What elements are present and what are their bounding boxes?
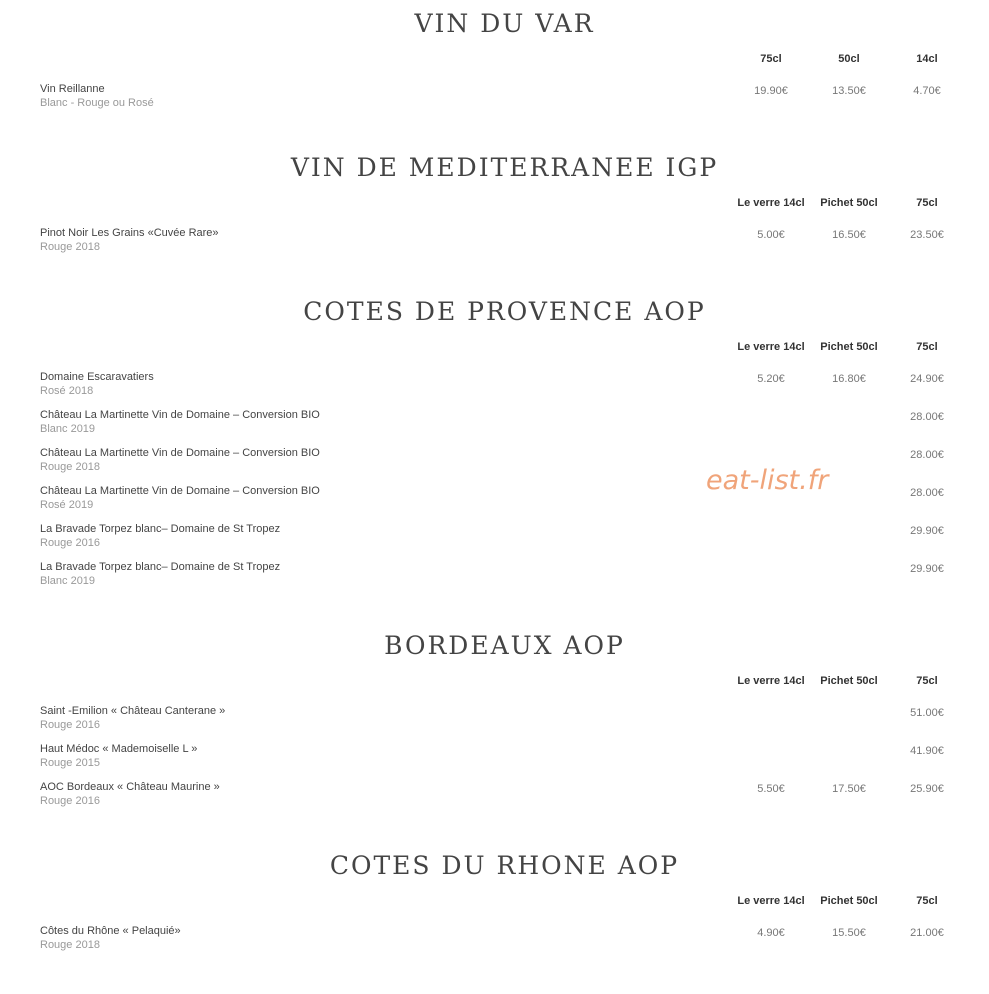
price: 16.80€ [832, 373, 866, 385]
column-header: 75cl [916, 675, 938, 687]
wine-name: La Bravade Torpez blanc– Domaine de St Tropez [40, 561, 281, 573]
column-header: Le verre 14cl [737, 197, 805, 209]
price: 25.90€ [910, 783, 944, 795]
wine-subtitle: Rouge 2018 [40, 939, 100, 951]
column-header: Pichet 50cl [820, 675, 878, 687]
price: 15.50€ [832, 927, 866, 939]
price: 16.50€ [832, 229, 866, 241]
section-title: VIN DU VAR [414, 9, 595, 38]
column-header: 75cl [916, 895, 938, 907]
wine-row [0, 560, 989, 590]
price: 19.90€ [754, 85, 788, 97]
price: 5.00€ [757, 229, 785, 241]
wine-row [0, 522, 989, 552]
wine-subtitle: Rouge 2015 [40, 757, 100, 769]
price: 28.00€ [910, 411, 944, 423]
section-title: VIN DE MEDITERRANEE IGP [290, 153, 719, 182]
price: 28.00€ [910, 449, 944, 461]
wine-row [0, 704, 989, 734]
wine-row [0, 742, 989, 772]
wine-name: Côtes du Rhône « Pelaquié» [40, 925, 181, 937]
wine-row [0, 484, 989, 514]
wine-subtitle: Rouge 2018 [40, 461, 100, 473]
wine-row [0, 446, 989, 476]
wine-subtitle: Rouge 2016 [40, 719, 100, 731]
price: 5.20€ [757, 373, 785, 385]
price: 29.90€ [910, 563, 944, 575]
section-title: COTES DE PROVENCE AOP [303, 297, 706, 326]
wine-subtitle: Blanc 2019 [40, 423, 96, 435]
wine-subtitle: Rouge 2018 [40, 241, 100, 253]
wine-name: Château La Martinette Vin de Domaine – Conversion BIO [40, 485, 320, 497]
price: 17.50€ [832, 783, 866, 795]
column-header: Pichet 50cl [820, 341, 878, 353]
wine-row [0, 780, 989, 810]
wine-name: Vin Reillanne [40, 83, 105, 95]
column-header: Pichet 50cl [820, 895, 878, 907]
price: 5.50€ [757, 783, 785, 795]
price: 23.50€ [910, 229, 944, 241]
column-header: 14cl [916, 53, 938, 65]
wine-subtitle: Rosé 2018 [40, 385, 94, 397]
wine-row [0, 370, 989, 400]
wine-row [0, 226, 989, 256]
wine-row [0, 82, 989, 112]
wine-subtitle: Rouge 2016 [40, 795, 100, 807]
wine-name: Pinot Noir Les Grains «Cuvée Rare» [40, 227, 219, 239]
price: 24.90€ [910, 373, 944, 385]
wine-subtitle: Rouge 2016 [40, 537, 100, 549]
wine-name: Château La Martinette Vin de Domaine – Conversion BIO [40, 447, 320, 459]
wine-name: Domaine Escaravatiers [40, 371, 154, 383]
column-header: 75cl [760, 53, 782, 65]
wine-row [0, 408, 989, 438]
wine-name: AOC Bordeaux « Château Maurine » [40, 781, 220, 793]
wine-name: La Bravade Torpez blanc– Domaine de St Tropez [40, 523, 281, 535]
section-title: BORDEAUX AOP [384, 631, 625, 660]
wine-name: Haut Médoc « Mademoiselle L » [40, 743, 198, 755]
price: 51.00€ [910, 707, 944, 719]
watermark: eat-list.fr [706, 465, 829, 496]
wine-subtitle: Blanc - Rouge ou Rosé [40, 97, 154, 109]
wine-subtitle: Rosé 2019 [40, 499, 94, 511]
price: 13.50€ [832, 85, 866, 97]
column-header: 50cl [838, 53, 860, 65]
wine-name: Saint -Emilion « Château Canterane » [40, 705, 226, 717]
price: 4.70€ [913, 85, 941, 97]
column-header: Le verre 14cl [737, 895, 805, 907]
price: 29.90€ [910, 525, 944, 537]
price: 28.00€ [910, 487, 944, 499]
section-title: COTES DU RHONE AOP [329, 851, 680, 880]
column-header: 75cl [916, 341, 938, 353]
price: 41.90€ [910, 745, 944, 757]
price: 4.90€ [757, 927, 785, 939]
column-header: Le verre 14cl [737, 675, 805, 687]
column-header: Le verre 14cl [737, 341, 805, 353]
price: 21.00€ [910, 927, 944, 939]
wine-row [0, 924, 989, 954]
column-header: Pichet 50cl [820, 197, 878, 209]
wine-subtitle: Blanc 2019 [40, 575, 96, 587]
wine-name: Château La Martinette Vin de Domaine – Conversion BIO [40, 409, 320, 421]
column-header: 75cl [916, 197, 938, 209]
